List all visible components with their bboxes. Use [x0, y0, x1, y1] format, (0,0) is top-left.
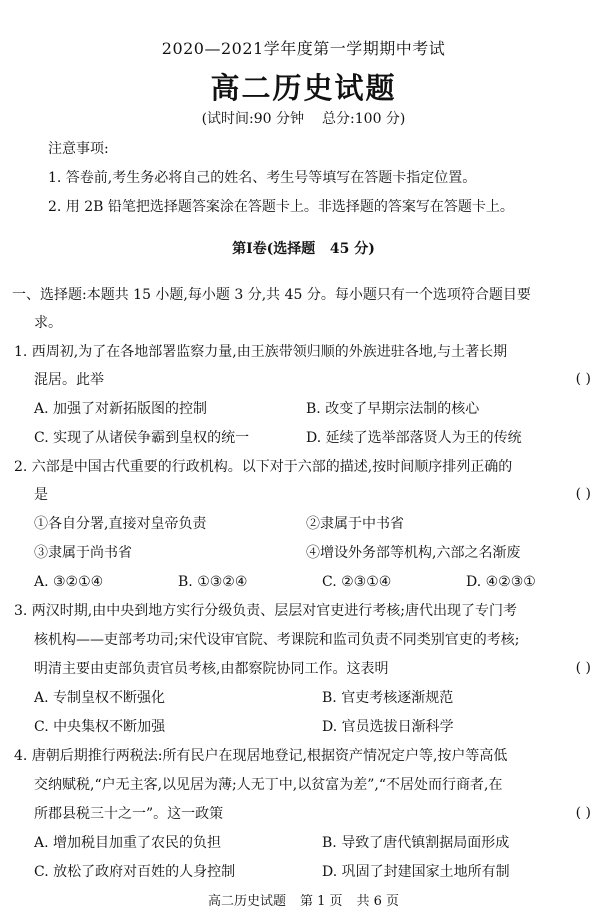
q1-answer-blank: ( ) — [575, 371, 591, 387]
q4-answer-blank: ( ) — [575, 805, 591, 821]
notice-item-2: 2. 用 2B 铅笔把选择题答案涂在答题卡上。非选择题的答案写在答题卡上。 — [48, 199, 514, 215]
exam-total-score: 总分:100 分) — [322, 111, 406, 127]
page-footer — [0, 890, 607, 909]
q4-option-d: D. 巩固了封建国家土地所有制 — [322, 864, 510, 880]
q3-option-c: C. 中央集权不断加强 — [34, 719, 166, 735]
q4-stem-line-1: 4. 唐朝后期推行两税法:所有民户在现居地登记,根据资产情况定户等,按户等高低 — [14, 748, 508, 764]
q2-option-c: C. ②③①④ — [322, 574, 392, 590]
section-title: 第Ⅰ卷(选择题 — [232, 241, 316, 257]
q3-option-a: A. 专制皇权不断强化 — [34, 690, 166, 706]
exam-main-title: 高二历史试题 — [210, 71, 397, 105]
q1-stem-line-1: 1. 西周初,为了在各地部署监察力量,由王族带领归顺的外族进驻各地,与土著长期 — [14, 344, 508, 360]
q2-stem-line-2: 是 — [34, 487, 48, 503]
section-score: 45 分) — [329, 241, 375, 257]
q4-option-c: C. 放松了政府对百姓的人身控制 — [34, 864, 236, 880]
q2-option-a: A. ③②①④ — [34, 574, 104, 590]
footer-page-number: 第 1 页 — [299, 894, 343, 909]
q1-stem-line-2: 混居。此举 — [34, 372, 104, 388]
section-header — [0, 238, 607, 258]
q1-option-d: D. 延续了选举部落贤人为王的传统 — [306, 430, 522, 446]
q2-option-b: B. ①③②④ — [178, 574, 248, 590]
footer-title: 高二历史试题 — [207, 894, 286, 909]
q2-item-3: ③隶属于尚书省 — [34, 545, 132, 561]
exam-meta — [0, 108, 607, 128]
q2-item-4: ④增设外务部等机构,六部之名渐废 — [306, 545, 521, 561]
q1-option-a: A. 加强了对新拓版图的控制 — [34, 401, 208, 417]
q2-item-2: ②隶属于中书省 — [306, 516, 404, 532]
q3-option-d: D. 官员选拔日渐科学 — [322, 719, 454, 735]
exam-time: (试时间:90 分钟 — [201, 111, 305, 127]
footer-total-pages: 共 6 页 — [356, 894, 400, 909]
q4-stem-line-2: 交纳赋税,“户无主客,以见居为薄;人无丁中,以贫富为差”,“不居处而行商者,在 — [34, 777, 503, 793]
q2-item-1: ①各自分署,直接对皇帝负责 — [34, 516, 207, 532]
q3-stem-line-2: 核机构——吏部考功司;宋代设审官院、考课院和监司负责不同类别官吏的考核; — [34, 632, 520, 648]
q4-option-a: A. 增加税目加重了农民的负担 — [34, 835, 222, 851]
exam-year-title: 2020—2021学年度第一学期期中考试 — [161, 39, 446, 58]
q4-option-b: B. 导致了唐代镇割据局面形成 — [322, 835, 510, 851]
notice-item-1: 1. 答卷前,考生务必将自己的姓名、考生号等填写在答题卡指定位置。 — [48, 170, 477, 186]
q2-option-d: D. ④②③① — [466, 574, 536, 590]
q3-stem-line-1: 3. 两汉时期,由中央到地方实行分级负责、层层对官吏进行考核;唐代出现了专门考 — [14, 603, 517, 619]
q3-stem-line-3: 明清主要由吏部负责官员考核,由都察院协同工作。这表明 — [34, 661, 389, 677]
q2-stem-line-1: 2. 六部是中国古代重要的行政机构。以下对于六部的描述,按时间顺序排列正确的 — [14, 459, 513, 475]
q1-option-c: C. 实现了从诸侯争霸到皇权的统一 — [34, 430, 250, 446]
instructions-line-1: 一、选择题:本题共 15 小题,每小题 3 分,共 45 分。每小题只有一个选项符合题目要 — [12, 287, 531, 303]
q2-answer-blank: ( ) — [575, 486, 591, 502]
notice-title: 注意事项: — [48, 141, 109, 157]
q1-option-b: B. 改变了早期宗法制的核心 — [306, 401, 480, 417]
instructions-line-2: 求。 — [34, 315, 62, 331]
q3-answer-blank: ( ) — [575, 660, 591, 676]
q3-option-b: B. 官吏考核逐渐规范 — [322, 690, 454, 706]
q4-stem-line-3: 所郡县税三十之一”。这一政策 — [34, 806, 224, 822]
